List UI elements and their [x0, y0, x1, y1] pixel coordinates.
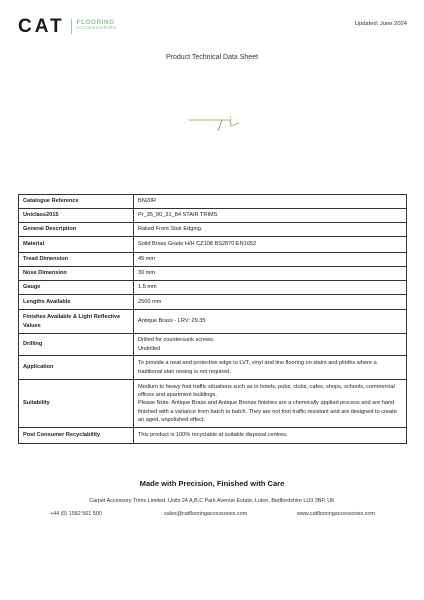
footer-address: Carpet Accessory Trims Limited. Units 24 A,B,C Park Avenue Estate, Luton, Bedfordshire LU3 3BP, UK: [89, 498, 335, 504]
document-title: Product Technical Data Sheet: [165, 54, 259, 61]
spec-label: Drilling: [19, 334, 134, 356]
spec-row: [19, 428, 407, 444]
spec-value: 45 mm: [134, 253, 407, 267]
spec-label: Material: [19, 237, 134, 253]
footer-email[interactable]: sales@catflooringaccessories.com: [164, 511, 248, 517]
logo-subtitle-line1: FLOORING: [76, 18, 115, 26]
footer-phone: +44 (0) 1582 561 500: [50, 511, 102, 517]
spec-label: Finishes Available & Light Reflective Values: [19, 310, 134, 334]
spec-table: [18, 194, 407, 444]
logo-wordmark: CAT: [18, 15, 65, 37]
logo-subtitle: [77, 20, 117, 32]
spec-value-line: Medium to heavy foot traffic situations such as in hotels, pubs, clubs, cafes, shops, schools, commercial offices and apartment buildings.: [138, 384, 395, 399]
spec-row: [19, 356, 407, 380]
updated-date: Updated: June 2024: [354, 21, 407, 27]
product-image: [186, 112, 244, 136]
spec-row: [19, 195, 407, 209]
spec-row: [19, 310, 407, 334]
spec-value: 2500 mm: [134, 295, 407, 310]
spec-value: This product is 100% recyclable at suitable disposal centres.: [134, 428, 407, 444]
brand-logo: [18, 16, 117, 36]
spec-label: Catalogue Reference: [19, 195, 134, 209]
spec-value-line: Drilled for countersunk screws.: [138, 337, 215, 344]
spec-value: [134, 334, 407, 356]
spec-value: 1.5 mm: [134, 281, 407, 295]
spec-label: Uniclass2015: [19, 209, 134, 223]
spec-row: [19, 281, 407, 295]
spec-row: [19, 334, 407, 356]
spec-row: [19, 380, 407, 428]
spec-label: Nose Dimension: [19, 267, 134, 281]
spec-value-line: Undrilled: [138, 345, 161, 352]
spec-row: [19, 253, 407, 267]
spec-value: Pr_35_90_31_84 STAIR TRIMS: [134, 209, 407, 223]
logo-divider: [71, 19, 72, 34]
spec-label: Tread Dimension: [19, 253, 134, 267]
spec-row: [19, 223, 407, 237]
spec-label: Lengths Available: [19, 295, 134, 310]
spec-label: Application: [19, 356, 134, 380]
spec-value-line: Please Note: Antique Brass and Antique Bronze finishes are a chemically applied process and are hand finished with a variance from batch to batch. They are not foot traffic resistant and are designed to create an aged, unpolished effect.: [138, 400, 397, 423]
spec-label: Suitability: [19, 380, 134, 428]
footer-website[interactable]: www.catflooringaccessories.com: [297, 511, 375, 517]
spec-value: BN20R: [134, 195, 407, 209]
spec-value: [134, 380, 407, 428]
spec-label: Gauge: [19, 281, 134, 295]
spec-value: Raked Front Stair Edging.: [134, 223, 407, 237]
spec-value: Antique Brass - LRV: 29.35: [134, 310, 407, 334]
spec-label: General Description: [19, 223, 134, 237]
logo-subtitle-line2: ACCESSORIES: [76, 26, 117, 32]
spec-row: [19, 237, 407, 253]
spec-value: To provide a neat and protective edge to LVT, vinyl and lino flooring on stairs and plinths where a traditional stair nosing is not required.: [134, 356, 407, 380]
spec-label: Post Consumer Recyclability: [19, 428, 134, 444]
spec-value: 30 mm: [134, 267, 407, 281]
spec-row: [19, 209, 407, 223]
spec-row: [19, 267, 407, 281]
footer-tagline: Made with Precision, Finished with Care: [139, 479, 285, 488]
spec-value: Solid Brass Grade H/H CZ108 BS2870:EN1652: [134, 237, 407, 253]
spec-row: [19, 295, 407, 310]
